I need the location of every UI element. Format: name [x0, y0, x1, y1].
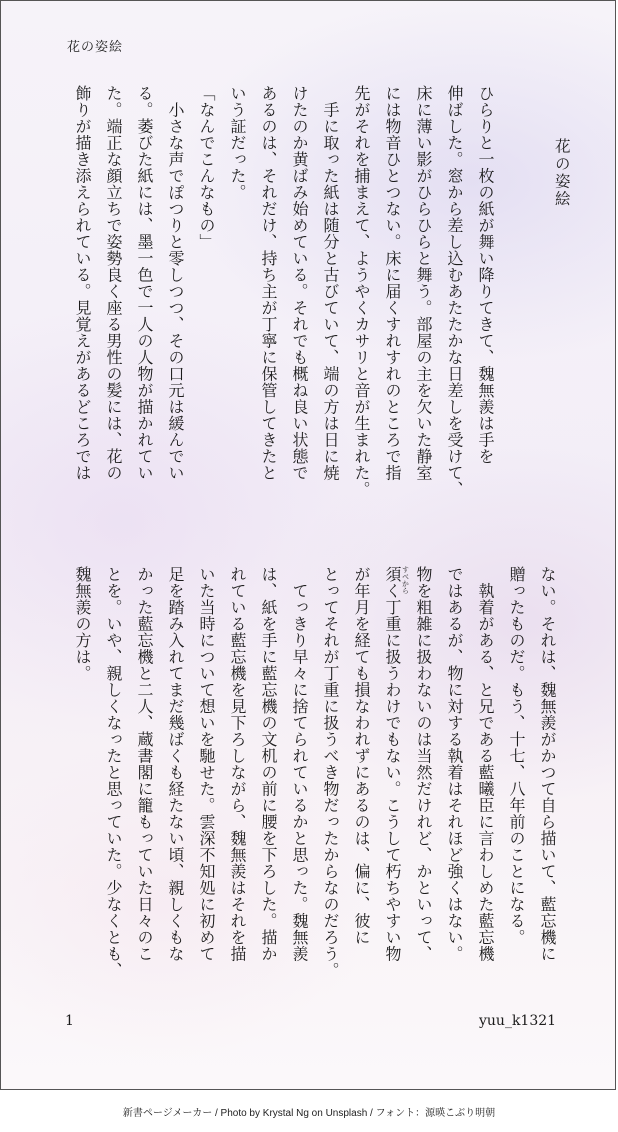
text-column: 伸ばした。窓から差し込むあたたかな日差しを受けて、	[445, 85, 464, 498]
text-column: ではあるが、物に対する執着はそれほど強くはない。	[445, 566, 464, 962]
text-column: 「なんでこんなもの」	[197, 85, 216, 250]
text-column: は、紙を手に藍忘機の文机の前に腰を下ろした。描か	[259, 566, 278, 962]
text-column: 先がそれを捕まえて、ようやくカサリと音が生まれた。	[352, 85, 371, 498]
text-column: 飾りが描き添えられている。見覚えがあるどころでは	[73, 85, 92, 481]
text-column: 手に取った紙は随分と古びていて、端の方は日に焼	[321, 85, 340, 481]
text-column: れている藍忘機を見下ろしながら、魏無羨はそれを描	[228, 566, 247, 962]
text-column: た。端正な顔立ちで姿勢良く座る男性の髪には、花の	[104, 85, 123, 481]
credits-footer: 新書ページメーカー / Photo by Krystal Ng on Unsplash / フォント：源暎こぶり明朝	[122, 1108, 496, 1119]
text-column: ない。それは、魏無羨がかつて自ら描いて、藍忘機に	[538, 566, 557, 962]
text-column: いた当時について想いを馳せた。雲深不知処に初めて	[197, 566, 216, 962]
text-column: いう証だった。	[228, 85, 247, 201]
story-title: 花の姿絵	[552, 138, 571, 208]
author-id: yuu_k1321	[479, 1013, 557, 1029]
text-column: 小さな声でぽつりと零しつつ、その口元は緩んでい	[166, 85, 185, 481]
text-column: ひらりと一枚の紙が舞い降りてきて、魏無羨は手を	[476, 85, 495, 465]
text-column: 床に薄い影がひらひらと舞う。部屋の主を欠いた静室	[414, 85, 433, 481]
text-column: けたのか黄ばみ始めている。それでも概ね良い状態で	[290, 85, 309, 481]
text-column: 贈ったものだ。もう、十七、八年前のことになる。	[507, 566, 526, 946]
text-column: とを。いや、親しくなったと思っていた。少なくとも、	[104, 566, 123, 979]
text-column: 物を粗雑に扱わないのは当然だけれど、かといって、	[414, 566, 433, 962]
text-column: かった藍忘機と二人、蔵書閣に籠もっていた日々のこ	[135, 566, 154, 962]
page-number: 1	[65, 1013, 74, 1029]
text-column: 須く丁重に扱うわけでもない。こうして朽ちやすい物	[383, 566, 402, 962]
text-column: には物音ひとつない。床に届くすれすれのところで指	[383, 85, 402, 481]
text-column: が年月を経ても損なわれずにあるのは、偏に、彼に	[352, 566, 371, 946]
text-column: る。萎びた紙には、墨一色で一人の人物が描かれてい	[135, 85, 154, 481]
text-column: とってそれが丁重に扱うべき物だったからなのだろう。	[321, 566, 340, 979]
ruby-annotation: すべから	[401, 566, 410, 594]
text-column: てっきり早々に捨てられているかと思った。魏無羨	[290, 566, 309, 962]
text-column: 執着がある、と兄である藍曦臣に言わしめた藍忘機	[476, 566, 495, 962]
text-column: あるのは、それだけ、持ち主が丁寧に保管してきたと	[259, 85, 278, 481]
text-column: 魏無羨の方は。	[73, 566, 92, 682]
running-header: 花の姿絵	[67, 40, 124, 55]
text-column: 足を踏み入れてまだ幾ばくも経たない頃、親しくもな	[166, 566, 185, 962]
